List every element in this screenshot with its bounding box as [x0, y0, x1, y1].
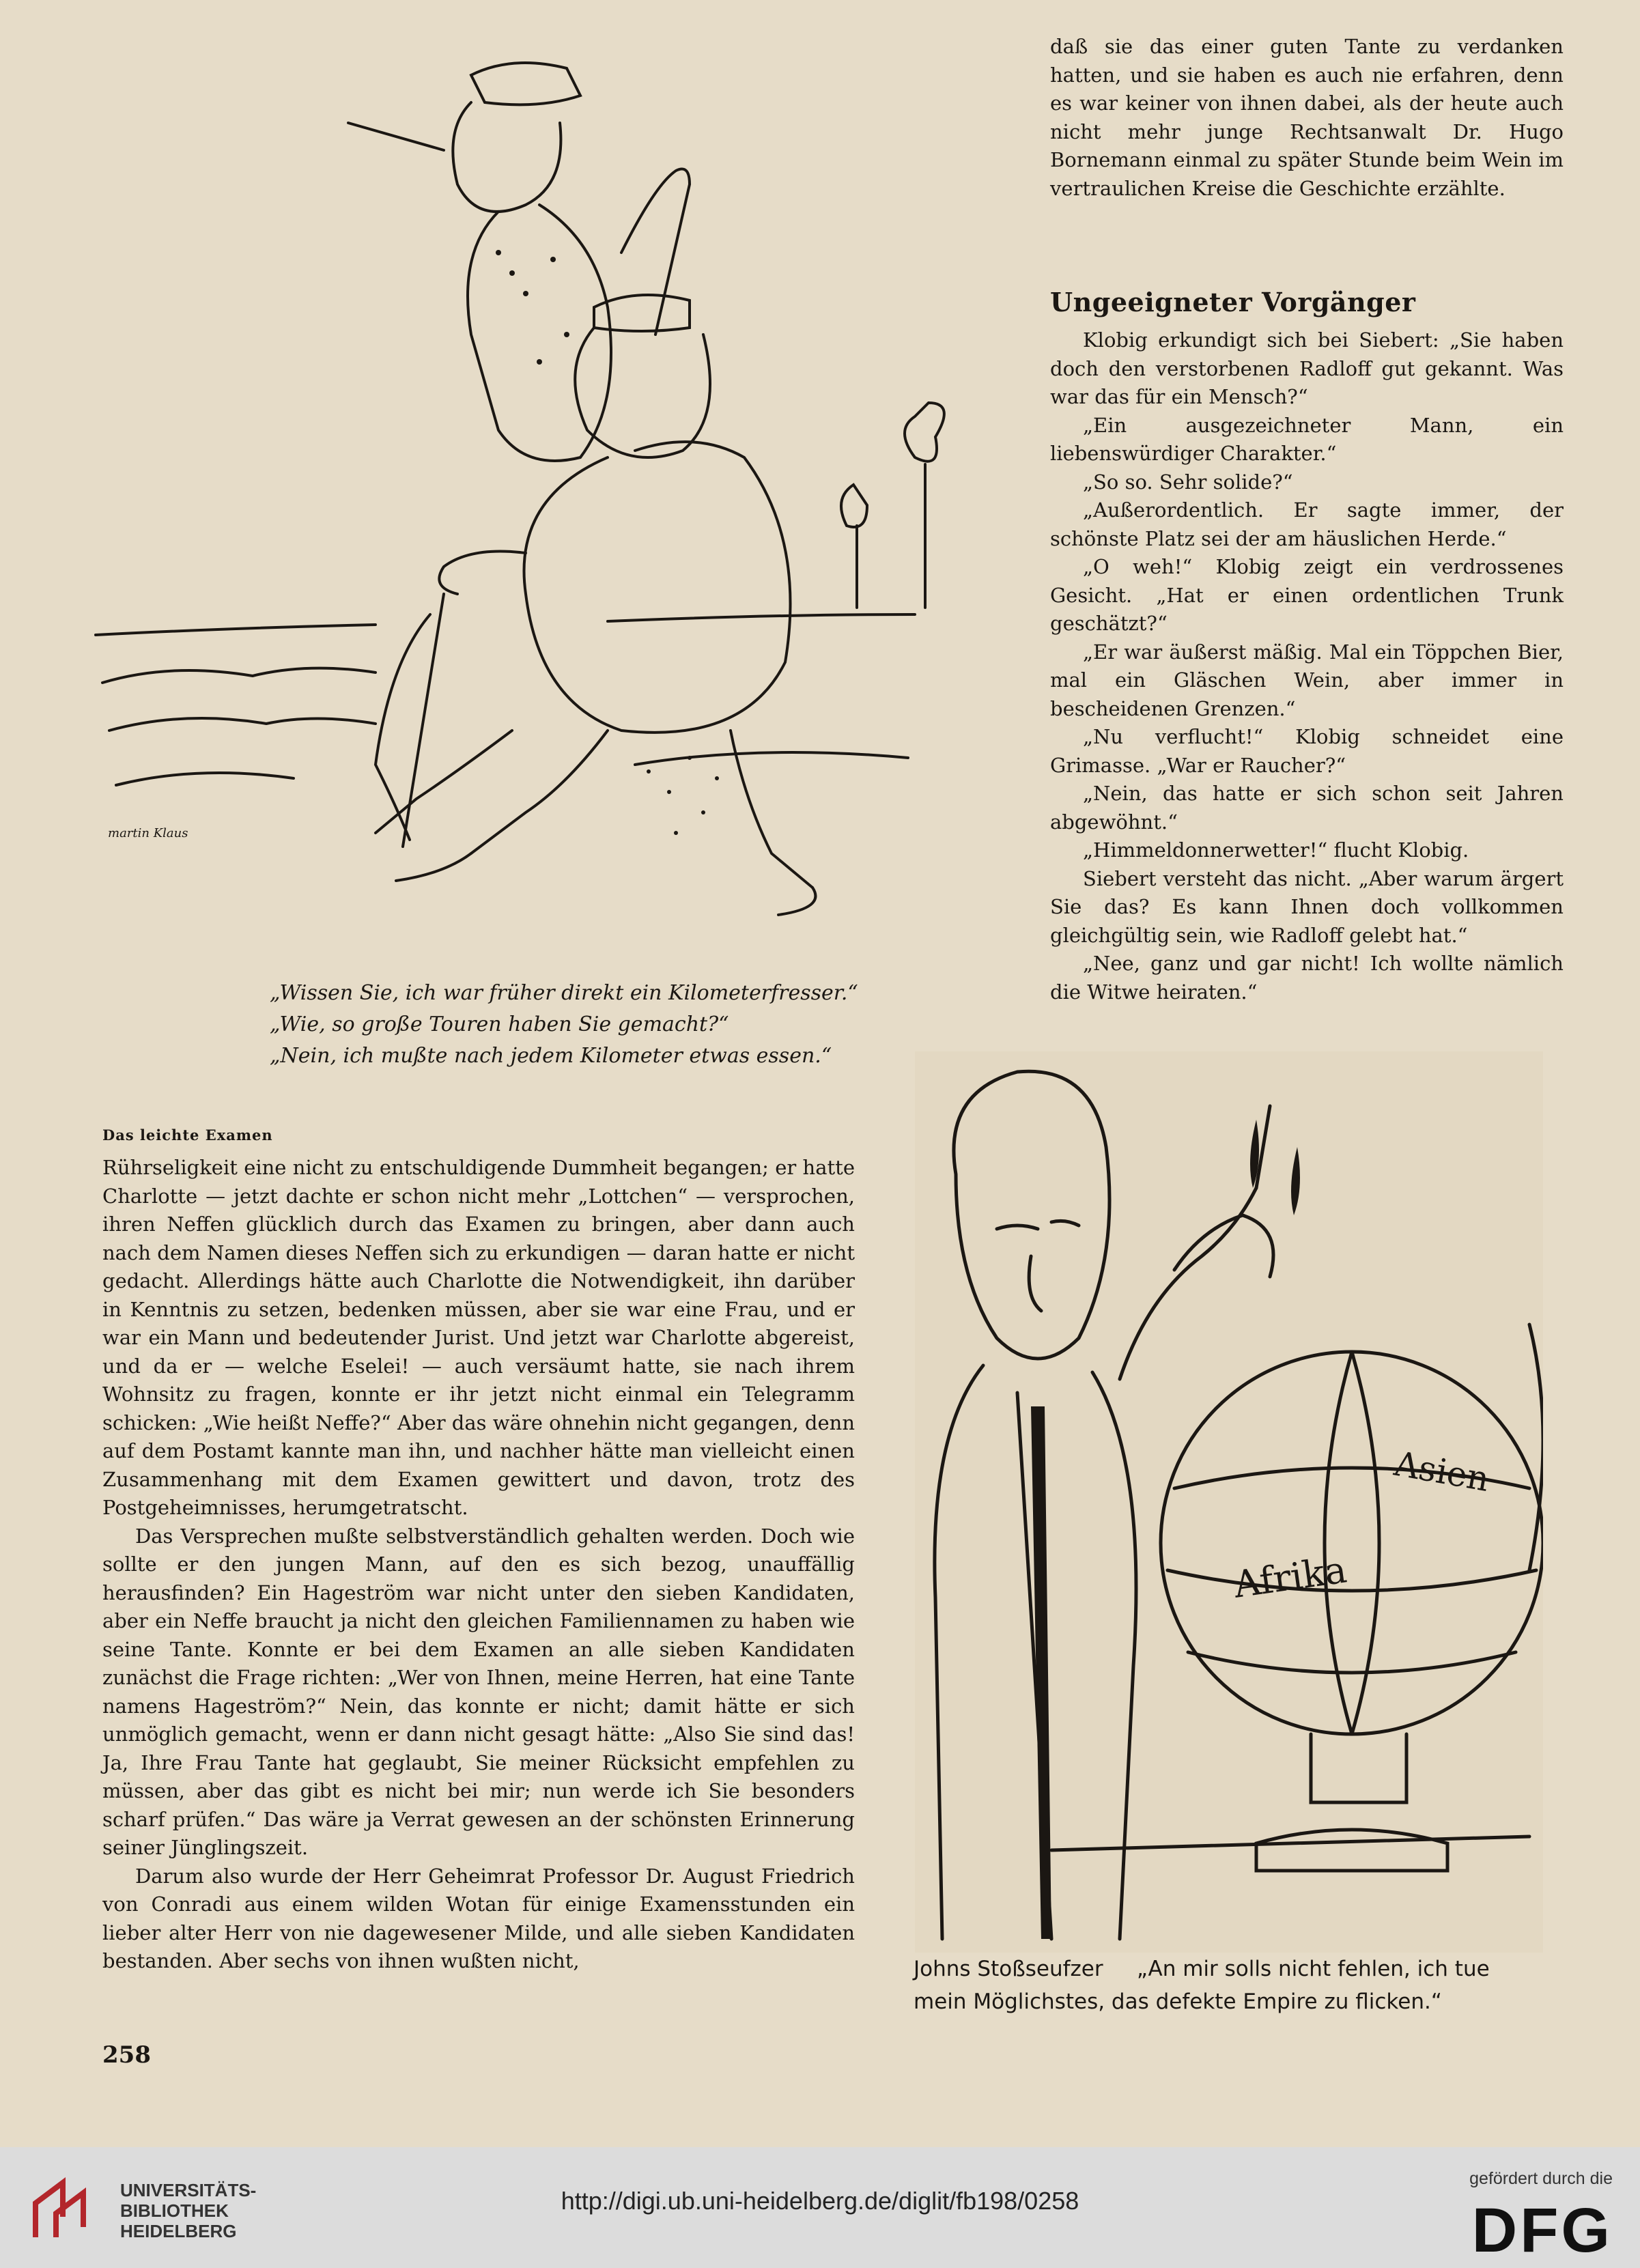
cartoon-globe-illustration [915, 1051, 1543, 1953]
globe-label-asia: Asien [1391, 1443, 1493, 1500]
story2-paragraph: „Nu verflucht!“ Klobig schneidet eine Grimasse. „War er Raucher?“ [1050, 725, 1564, 777]
library-line: UNIVERSITÄTS- [120, 2180, 257, 2200]
cartoon-walking-men-illustration [89, 48, 1004, 983]
digital-library-footer [0, 2147, 1640, 2268]
story2-paragraph: „So so. Sehr solide?“ [1083, 470, 1293, 494]
cartoon2-caption-text: „An mir solls nicht fehlen, ich tue mein Möglichstes, das defekte Empire zu flicken.“ [914, 1957, 1490, 2014]
story2-paragraph: „Er war äußerst mäßig. Mal ein Töppchen Bier, mal ein Gläschen Wein, aber immer in bescheidenen Grenzen.“ [1050, 640, 1564, 720]
story1-paragraph: Darum also wurde der Herr Geheimrat Professor Dr. August Friedrich von Conradi aus einem wilden Wotan für einige Examensstunden ein lieber alter Herr von nie dagewesener Milde, und alle sieben Kandidaten bestanden. Aber sechs von ihnen wußten nicht, [102, 1864, 855, 1972]
story2-paragraph: „Nee, ganz und gar nicht! Ich wollte nämlich die Witwe heiraten.“ [1050, 952, 1564, 1004]
running-head: Das leichte Examen [102, 1126, 273, 1144]
story2-paragraph: Klobig erkundigt sich bei Siebert: „Sie haben doch den verstorbenen Radloff gut gekannt. Was war das für ein Mensch?“ [1050, 328, 1564, 408]
library-line: HEIDELBERG [120, 2221, 237, 2241]
story2-body [1050, 326, 1564, 1006]
story2-paragraph: „Himmeldonnerwetter!“ flucht Klobig. [1083, 838, 1469, 862]
story2-paragraph: „Nein, das hatte er sich schon seit Jahren abgewöhnt.“ [1050, 782, 1564, 834]
caption-line: „Wissen Sie, ich war früher direkt ein Kilometerfresser.“ [270, 981, 858, 1005]
story2-paragraph: „Ein ausgezeichneter Mann, ein liebenswürdiger Charakter.“ [1050, 413, 1564, 465]
library-line: BIBLIOTHEK [120, 2200, 229, 2221]
story2-paragraph: „O weh!“ Klobig zeigt ein verdrossenes Gesicht. „Hat er einen ordentlichen Trunk geschätzt?“ [1050, 555, 1564, 635]
cartoon1-caption [270, 978, 884, 1072]
cartoon2-caption [914, 1953, 1542, 2018]
story1-paragraph: Rührseligkeit eine nicht zu entschuldigende Dummheit begangen; er hatte Charlotte — jetzt dachte er schon nicht mehr „Lottchen“ — versprochen, ihren Neffen glücklich durch das Examen zu bringen, aber dann auch nach dem Namen dieses Neffen sich zu erkundigen — daran hatte er nicht gedacht. Allerdings hätte auch Charlotte die Notwendigkeit, ihn darüber in Kenntnis zu setzen, bedenken müssen, aber sie war eine Frau, und er war ein Mann und bedeutender Jurist. Und jetzt war Charlotte abgereist, und da er — welche Eselei! — auch versäumt hatte, sie nach ihrem Wohnsitz zu fragen, konnte er ihr jetzt nicht einmal ein Telegramm schicken: „Wie heißt Neffe?“ Aber das wäre ohnehin nicht gegangen, denn auf dem Postamt kannte man ihn, und nachher hätte man vielleicht einen Zusammenhang mit dem Examen gewittert und davon, trotz des Postgeheimnisses, herumgetratscht. [102, 1156, 855, 1519]
story1-paragraph: Das Versprechen mußte selbstverständlich gehalten werden. Doch wie sollte er den jungen Mann, auf den es sich bezog, unauffällig herausfinden? Ein Hageström war nicht unter den sieben Kandidaten, aber ein Neffe braucht ja nicht den gleichen Familiennamen zu haben wie seine Tante. Konnte er bei dem Examen an alle sieben Kandidaten zunächst die Frage richten: „Wer von Ihnen, meine Herren, hat eine Tante namens Hageström?“ Nein, das konnte er nicht; damit hätte er sich unmöglich gemacht, wenn er dann nicht gesagt hätte: „Also Sie sind das! Ja, Ihre Frau Tante hat geglaubt, Sie meiner Rücksicht empfehlen zu müssen, aber das gibt es nicht bei mir; nun werde ich Sie besonders scharf prüfen.“ Das wäre ja Verrat gewesen an der schönsten Erinnerung seiner Jünglingszeit. [102, 1524, 855, 1859]
story-ending-paragraph [1050, 33, 1564, 203]
page-number: 258 [102, 2041, 151, 2069]
cartoon-signature: martin Klaus [108, 826, 188, 840]
story1-body [102, 1154, 855, 1976]
story2-title: Ungeeigneter Vorgänger [1050, 287, 1416, 317]
cartoon2-caption-title: Johns Stoßseufzer [914, 1957, 1103, 1981]
story2-paragraph: „Außerordentlich. Er sagte immer, der schönste Platz sei der am häuslichen Herde.“ [1050, 498, 1564, 550]
caption-line: „Wie, so große Touren haben Sie gemacht?“ [270, 1012, 729, 1036]
story2-paragraph: Siebert versteht das nicht. „Aber warum ärgert Sie das? Es kann Ihnen doch vollkommen gleichgültig sein, wie Radloff gelebt hat.“ [1050, 866, 1564, 947]
permalink-url[interactable]: http://digi.ub.uni-heidelberg.de/diglit/fb198/0258 [561, 2187, 1079, 2215]
story-ending-text: daß sie das einer guten Tante zu verdanken hatten, und sie haben es auch nie erfahren, denn es war keiner von ihnen dabei, als der heute auch nicht mehr junge Rechtsanwalt Dr. Hugo Bornemann einmal zu später Stunde beim Wein im vertraulichen Kreise die Geschichte erzählte. [1050, 35, 1564, 200]
caption-line: „Nein, ich mußte nach jedem Kilometer etwas essen.“ [270, 1044, 832, 1068]
sponsor-note: gefördert durch die [1469, 2169, 1613, 2188]
globe-label-africa: Afrika [1231, 1548, 1350, 1606]
dfg-logo: DFG [1471, 2196, 1613, 2265]
